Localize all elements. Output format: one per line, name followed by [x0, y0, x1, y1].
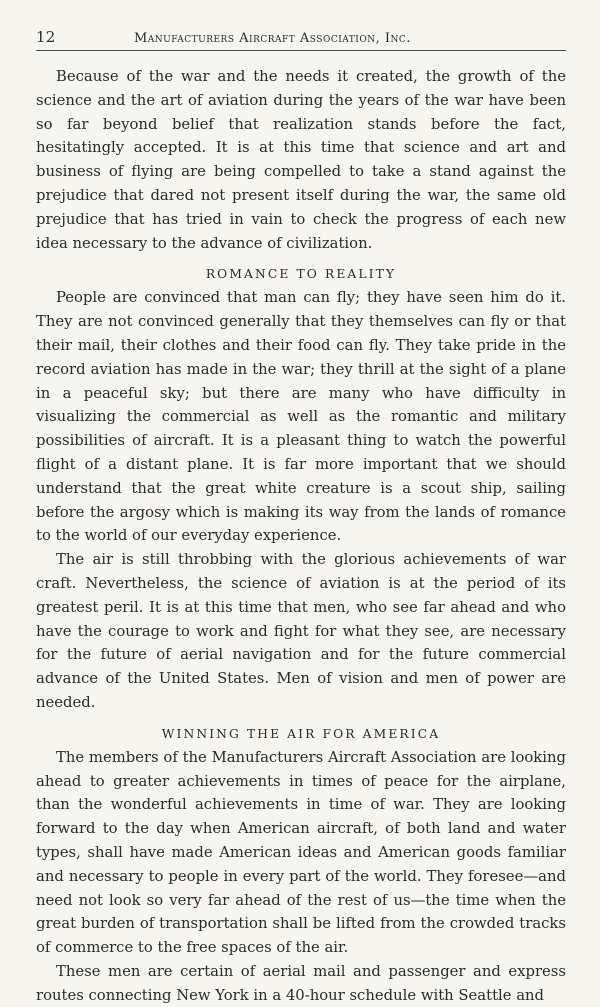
winning-paragraph-1: The members of the Manufacturers Aircraft Association are looking ahead to greater achievements in times of peace for the airplane, than the wonderful achievements in time of war. They are looking forward to the day when American aircraft, of both land and water types, shall have made American ideas and American goods familiar and necessary to people in every part of the world. They foresee—and need not look so very far ahead of the rest of us—the time when the great burden of transportation shall be lifted from the crowded tracks of commerce to the free spaces of the air.: [36, 748, 566, 957]
page-number: 12: [36, 28, 56, 46]
running-head: [36, 28, 566, 51]
section-heading-romance-to-reality: ROMANCE TO REALITY: [205, 267, 397, 282]
romance-paragraph-1: People are convinced that man can fly; they have seen him do it. They are not convinced generally that they themselves can fly or that their mail, their clothes and their food can fly. They take pride in the record aviation has made in the war; they thrill at the sight of a plane in a peaceful sky; but there are many who have difficulty in visualizing the commercial as well as the romantic and military possibilities of aircraft. It is a pleasant thing to watch the powerful flight of a distant plane. It is far more important that we should understand that the great white creature is a scout ship, sailing before the argosy which is making its way from the lands of romance to the world of our everyday experience.: [36, 289, 566, 545]
winning-paragraph-2: These men are certain of aerial mail and passenger and express routes connecting New York in a 40-hour schedule with Seattle and: [36, 962, 566, 1004]
running-head-title: Manufacturers Aircraft Association, Inc.: [134, 31, 411, 46]
body-text: [36, 65, 566, 1007]
romance-paragraph-2: The air is still throbbing with the glorious achievements of war craft. Nevertheless, the science of aviation is at the period of its greatest peril. It is at this time that men, who see far ahead and who have the courage to work and fight for what they see, are necessary for the future of aerial navigation and for the future commercial advance of the United States. Men of vision and men of power are needed.: [36, 551, 566, 711]
section-heading-winning-the-air: WINNING THE AIR FOR AMERICA: [161, 726, 441, 741]
intro-paragraph: Because of the war and the needs it created, the growth of the science and the art of aviation during the years of the war have been so far beyond belief that realization stands before the fact, hesitatingly accepted. It is at this time that science and art and business of flying are being compelled to take a stand against the prejudice that dared not present itself during the war, the same old prejudice that has tried in vain to check the progress of each new idea necessary to the advance of civilization.: [36, 68, 566, 252]
